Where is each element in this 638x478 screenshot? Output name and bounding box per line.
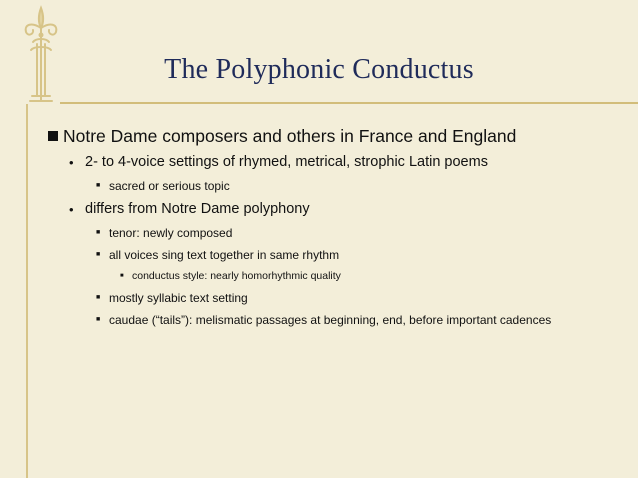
bullet-level-2	[48, 152, 633, 172]
bullet-level-3	[48, 246, 633, 263]
small-square-bullet-icon: ■	[120, 272, 124, 279]
square-bullet-icon	[48, 131, 58, 141]
small-square-bullet-icon: ■	[96, 251, 101, 258]
small-square-bullet-icon: ■	[96, 316, 101, 323]
bullet-text: Notre Dame composers and others in France and England	[63, 125, 517, 146]
bullet-level-3	[48, 224, 633, 241]
bullet-text: tenor: newly composed	[109, 225, 233, 240]
dot-bullet-icon: •	[69, 154, 74, 170]
bullet-text: all voices sing text together in same rhythm	[109, 247, 340, 262]
slide-body	[48, 124, 633, 333]
small-square-bullet-icon: ■	[96, 294, 101, 301]
bullet-level-2	[48, 199, 633, 219]
bullet-text: differs from Notre Dame polyphony	[85, 201, 310, 217]
bullet-text: 2- to 4-voice settings of rhymed, metrical, strophic Latin poems	[85, 154, 488, 170]
bullet-level-3	[48, 289, 633, 306]
bullet-level-3	[48, 177, 633, 194]
bullet-level-4	[48, 268, 633, 283]
slide-title: The Polyphonic Conductus	[164, 54, 474, 85]
title-underline-rule	[60, 102, 638, 104]
small-square-bullet-icon: ■	[96, 229, 101, 236]
dot-bullet-icon: •	[69, 201, 74, 217]
bullet-level-1	[48, 124, 633, 148]
bullet-text: sacred or serious topic	[109, 178, 230, 193]
bullet-level-3	[48, 311, 633, 328]
bullet-text: conductus style: nearly homorhythmic quality	[132, 269, 341, 282]
small-square-bullet-icon: ■	[96, 182, 101, 189]
bullet-text: caudae (“tails”): melismatic passages at beginning, end, before important cadences	[109, 312, 552, 327]
left-vertical-rule	[26, 104, 28, 478]
bullet-text: mostly syllabic text setting	[109, 290, 248, 305]
